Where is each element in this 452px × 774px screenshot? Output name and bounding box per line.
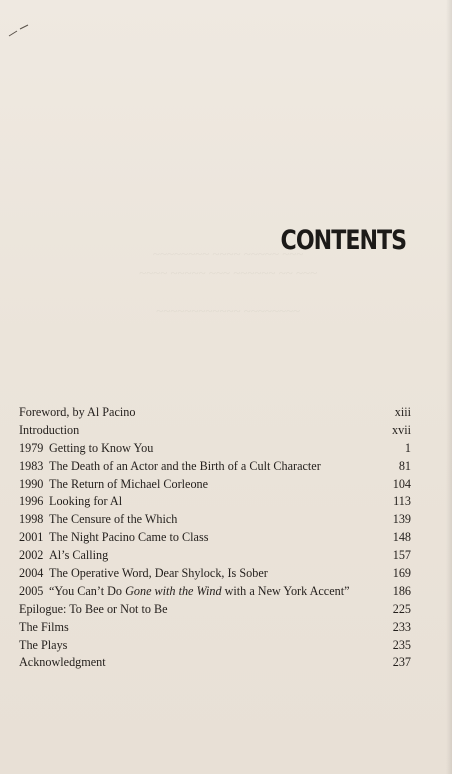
entry-title: Looking for Al: [49, 494, 123, 509]
toc-entry-2002[interactable]: [19, 547, 411, 565]
toc-entry-1979[interactable]: [19, 440, 411, 458]
entry-year: 2002: [19, 548, 44, 563]
entry-title-italic: Gone with the Wind: [125, 583, 222, 598]
entry-page: 1: [404, 440, 411, 455]
entry-year: 1990: [19, 476, 44, 491]
toc-entry-acknowledgment[interactable]: [19, 654, 411, 672]
entry-page: 186: [392, 583, 411, 598]
toc-entry-2005[interactable]: [19, 583, 411, 601]
toc-entry-1983[interactable]: [19, 458, 411, 476]
entry-year: 1998: [19, 512, 44, 527]
entry-title: The Death of an Actor and the Birth of a Cult Character: [49, 458, 321, 473]
entry-title: The Films: [19, 619, 69, 634]
entry-title: Epilogue: To Bee or Not to Be: [19, 601, 168, 616]
entry-page: 81: [398, 458, 411, 473]
entry-title: Introduction: [19, 422, 80, 437]
entry-page: 139: [392, 512, 411, 527]
entry-year: 2001: [19, 530, 44, 545]
page-title: CONTENTS: [280, 225, 406, 256]
entry-title: The Night Pacino Came to Class: [49, 530, 209, 545]
entry-title: The Plays: [19, 637, 68, 652]
entry-title-start: “You Can’t Do: [49, 583, 126, 598]
toc-entry-1996[interactable]: [19, 493, 411, 511]
entry-year: 2005: [19, 583, 44, 598]
toc-entry-foreword[interactable]: [19, 404, 411, 422]
entry-title-end: with a New York Accent”: [221, 583, 350, 598]
entry-title: The Operative Word, Dear Shylock, Is Sober: [49, 566, 268, 581]
toc-entry-introduction[interactable]: [19, 422, 411, 440]
entry-page: 225: [392, 601, 411, 616]
entry-page: 148: [392, 530, 411, 545]
entry-year: 2004: [19, 566, 44, 581]
entry-title: Acknowledgment: [19, 655, 106, 670]
pencil-mark: [8, 24, 32, 38]
entry-page: xvii: [392, 422, 411, 437]
entry-page: 113: [393, 494, 411, 509]
toc-entry-1998[interactable]: [19, 511, 411, 529]
entry-year: 1996: [19, 494, 44, 509]
toc-entry-epilogue[interactable]: [19, 601, 411, 619]
entry-page: 104: [392, 476, 411, 491]
table-of-contents: [19, 404, 411, 672]
entry-page: 169: [392, 566, 411, 581]
toc-entry-plays[interactable]: [19, 637, 411, 655]
entry-title: The Censure of the Which: [49, 512, 178, 527]
entry-page: 235: [392, 637, 411, 652]
show-through-text: ~~~~~~~~ ~~~~ ~~~~~ ~~~ ~~~~ ~~~~~ ~~~ ~~~~~~ ~~ ~~~ ~~~~~~~~~~~~ ~~~~~~~~: [138, 246, 317, 318]
entry-title: Al’s Calling: [49, 548, 109, 563]
toc-entry-2001[interactable]: [19, 529, 411, 547]
entry-year: 1983: [19, 458, 44, 473]
entry-page: 237: [392, 655, 411, 670]
entry-page: 233: [392, 619, 411, 634]
entry-year: 1979: [19, 440, 44, 455]
entry-title: The Return of Michael Corleone: [49, 476, 209, 491]
entry-page: 157: [392, 548, 411, 563]
toc-entry-films[interactable]: [19, 619, 411, 637]
entry-title: Getting to Know You: [49, 440, 154, 455]
toc-entry-2004[interactable]: [19, 565, 411, 583]
entry-title: Foreword, by Al Pacino: [19, 405, 136, 419]
toc-entry-1990[interactable]: [19, 476, 411, 494]
entry-page: xiii: [394, 405, 411, 419]
